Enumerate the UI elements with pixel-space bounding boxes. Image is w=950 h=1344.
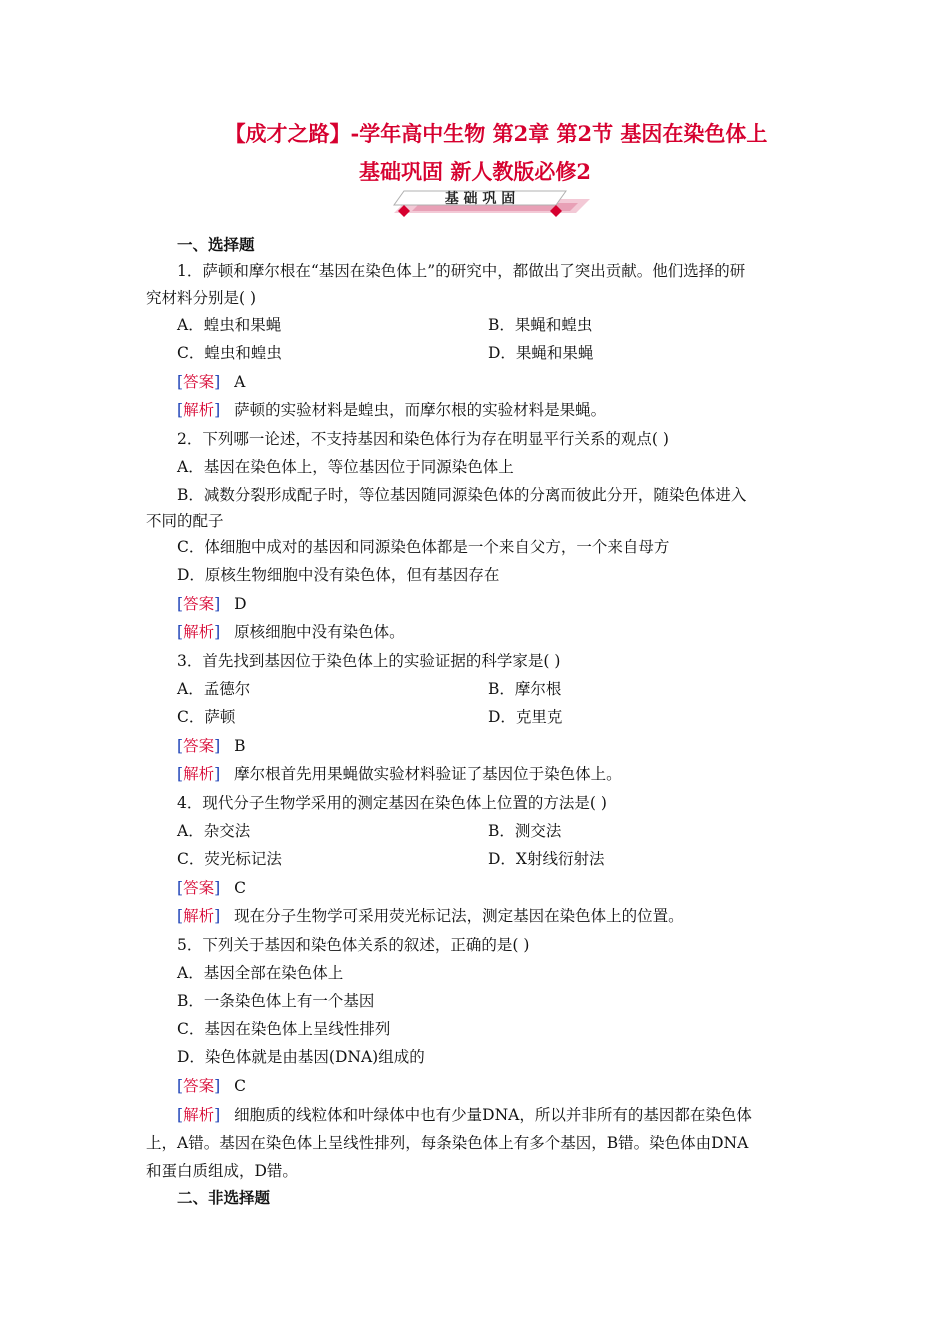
q5-analysis-text-1: 细胞质的线粒体和叶绿体中也有少量DNA，所以并非所有的基因都在染色体: [234, 1106, 752, 1124]
q5-analysis-line-3: 和蛋白质组成，D错。: [146, 1162, 298, 1180]
banner-text: 基 础 巩 固: [444, 191, 516, 207]
q1-option-d: D．果蝇和果蝇: [488, 344, 594, 362]
q5-option-c: C．基因在染色体上呈线性排列: [177, 1020, 391, 1038]
q2-option-b-line-1: B．减数分裂形成配子时，等位基因随同源染色体的分离而彼此分开，随染色体进入: [177, 486, 747, 504]
document-title-line-2: 基础巩固 新人教版必修2: [359, 159, 591, 184]
analysis-tag: [解析]: [177, 907, 221, 925]
analysis-tag: [解析]: [177, 623, 221, 641]
q2-analysis-text: 原核细胞中没有染色体。: [234, 623, 405, 641]
q4-option-c: C．荧光标记法: [177, 850, 282, 868]
q5-analysis-line-2: 上，A错。基因在染色体上呈线性排列，每条染色体上有多个基因，B错。染色体由DNA: [146, 1134, 749, 1152]
analysis-tag: [解析]: [177, 765, 221, 783]
analysis-tag: [解析]: [177, 401, 221, 419]
section-banner: [390, 189, 590, 219]
q1-answer-value: A: [234, 373, 246, 391]
answer-tag: [答案]: [177, 879, 221, 897]
q2-option-d: D．原核生物细胞中没有染色体，但有基因存在: [177, 566, 500, 584]
q5-option-a: A．基因全部在染色体上: [177, 964, 344, 982]
q1-option-c: C．蝗虫和蝗虫: [177, 344, 282, 362]
q1-option-a: A．蝗虫和果蝇: [177, 316, 282, 334]
q5-answer-value: C: [234, 1077, 247, 1095]
analysis-tag: [解析]: [177, 1106, 221, 1124]
q5-analysis-line-1: [177, 1103, 752, 1127]
q4-stem: 4．现代分子生物学采用的测定基因在染色体上位置的方法是( ): [177, 794, 607, 812]
q2-answer-value: D: [234, 595, 247, 613]
q3-analysis: [177, 762, 622, 786]
q2-option-c: C．体细胞中成对的基因和同源染色体都是一个来自父方，一个来自母方: [177, 538, 670, 556]
q1-analysis: [177, 398, 606, 422]
q3-option-d: D．克里克: [488, 708, 563, 726]
q2-stem: 2．下列哪一论述，不支持基因和染色体行为存在明显平行关系的观点( ): [177, 430, 669, 448]
q1-analysis-text: 萨顿的实验材料是蝗虫，而摩尔根的实验材料是果蝇。: [234, 401, 607, 419]
q3-option-a: A．孟德尔: [177, 680, 251, 698]
q4-option-d: D．X射线衍射法: [488, 850, 605, 868]
q3-option-b: B．摩尔根: [488, 680, 562, 698]
answer-tag: [答案]: [177, 373, 221, 391]
answer-tag: [答案]: [177, 595, 221, 613]
q3-option-c: C．萨顿: [177, 708, 236, 726]
q5-option-b: B．一条染色体上有一个基因: [177, 992, 375, 1010]
q4-answer-value: C: [234, 879, 247, 897]
q4-option-a: A．杂交法: [177, 822, 251, 840]
q2-answer: [177, 592, 247, 616]
document-title-line-1: 【成才之路】-学年高中生物 第2章 第2节 基因在染色体上: [224, 121, 768, 146]
q1-stem-line-1: 1．萨顿和摩尔根在“基因在染色体上”的研究中，都做出了突出贡献。他们选择的研: [177, 262, 746, 280]
q4-option-b: B．测交法: [488, 822, 562, 840]
q3-answer: [177, 734, 246, 758]
q3-answer-value: B: [234, 737, 246, 755]
q3-analysis-text: 摩尔根首先用果蝇做实验材料验证了基因位于染色体上。: [234, 765, 622, 783]
q1-answer: [177, 370, 245, 394]
section-heading-nonchoice: 二、非选择题: [177, 1188, 271, 1207]
q2-option-a: A．基因在染色体上，等位基因位于同源染色体上: [177, 458, 514, 476]
q4-analysis: [177, 904, 684, 928]
q4-answer: [177, 876, 246, 900]
answer-tag: [答案]: [177, 1077, 221, 1095]
section-heading-choice: 一、选择题: [177, 235, 255, 254]
q2-option-b-line-2: 不同的配子: [146, 512, 224, 530]
q2-analysis: [177, 620, 405, 644]
q3-stem: 3．首先找到基因位于染色体上的实验证据的科学家是( ): [177, 652, 561, 670]
q5-stem: 5．下列关于基因和染色体关系的叙述，正确的是( ): [177, 936, 530, 954]
q1-option-b: B．果蝇和蝗虫: [488, 316, 593, 334]
q1-stem-line-2: 究材料分别是( ): [146, 289, 257, 307]
q4-analysis-text: 现在分子生物学可采用荧光标记法，测定基因在染色体上的位置。: [234, 907, 684, 925]
answer-tag: [答案]: [177, 737, 221, 755]
q5-answer: [177, 1074, 246, 1098]
q5-option-d: D．染色体就是由基因(DNA)组成的: [177, 1048, 425, 1066]
